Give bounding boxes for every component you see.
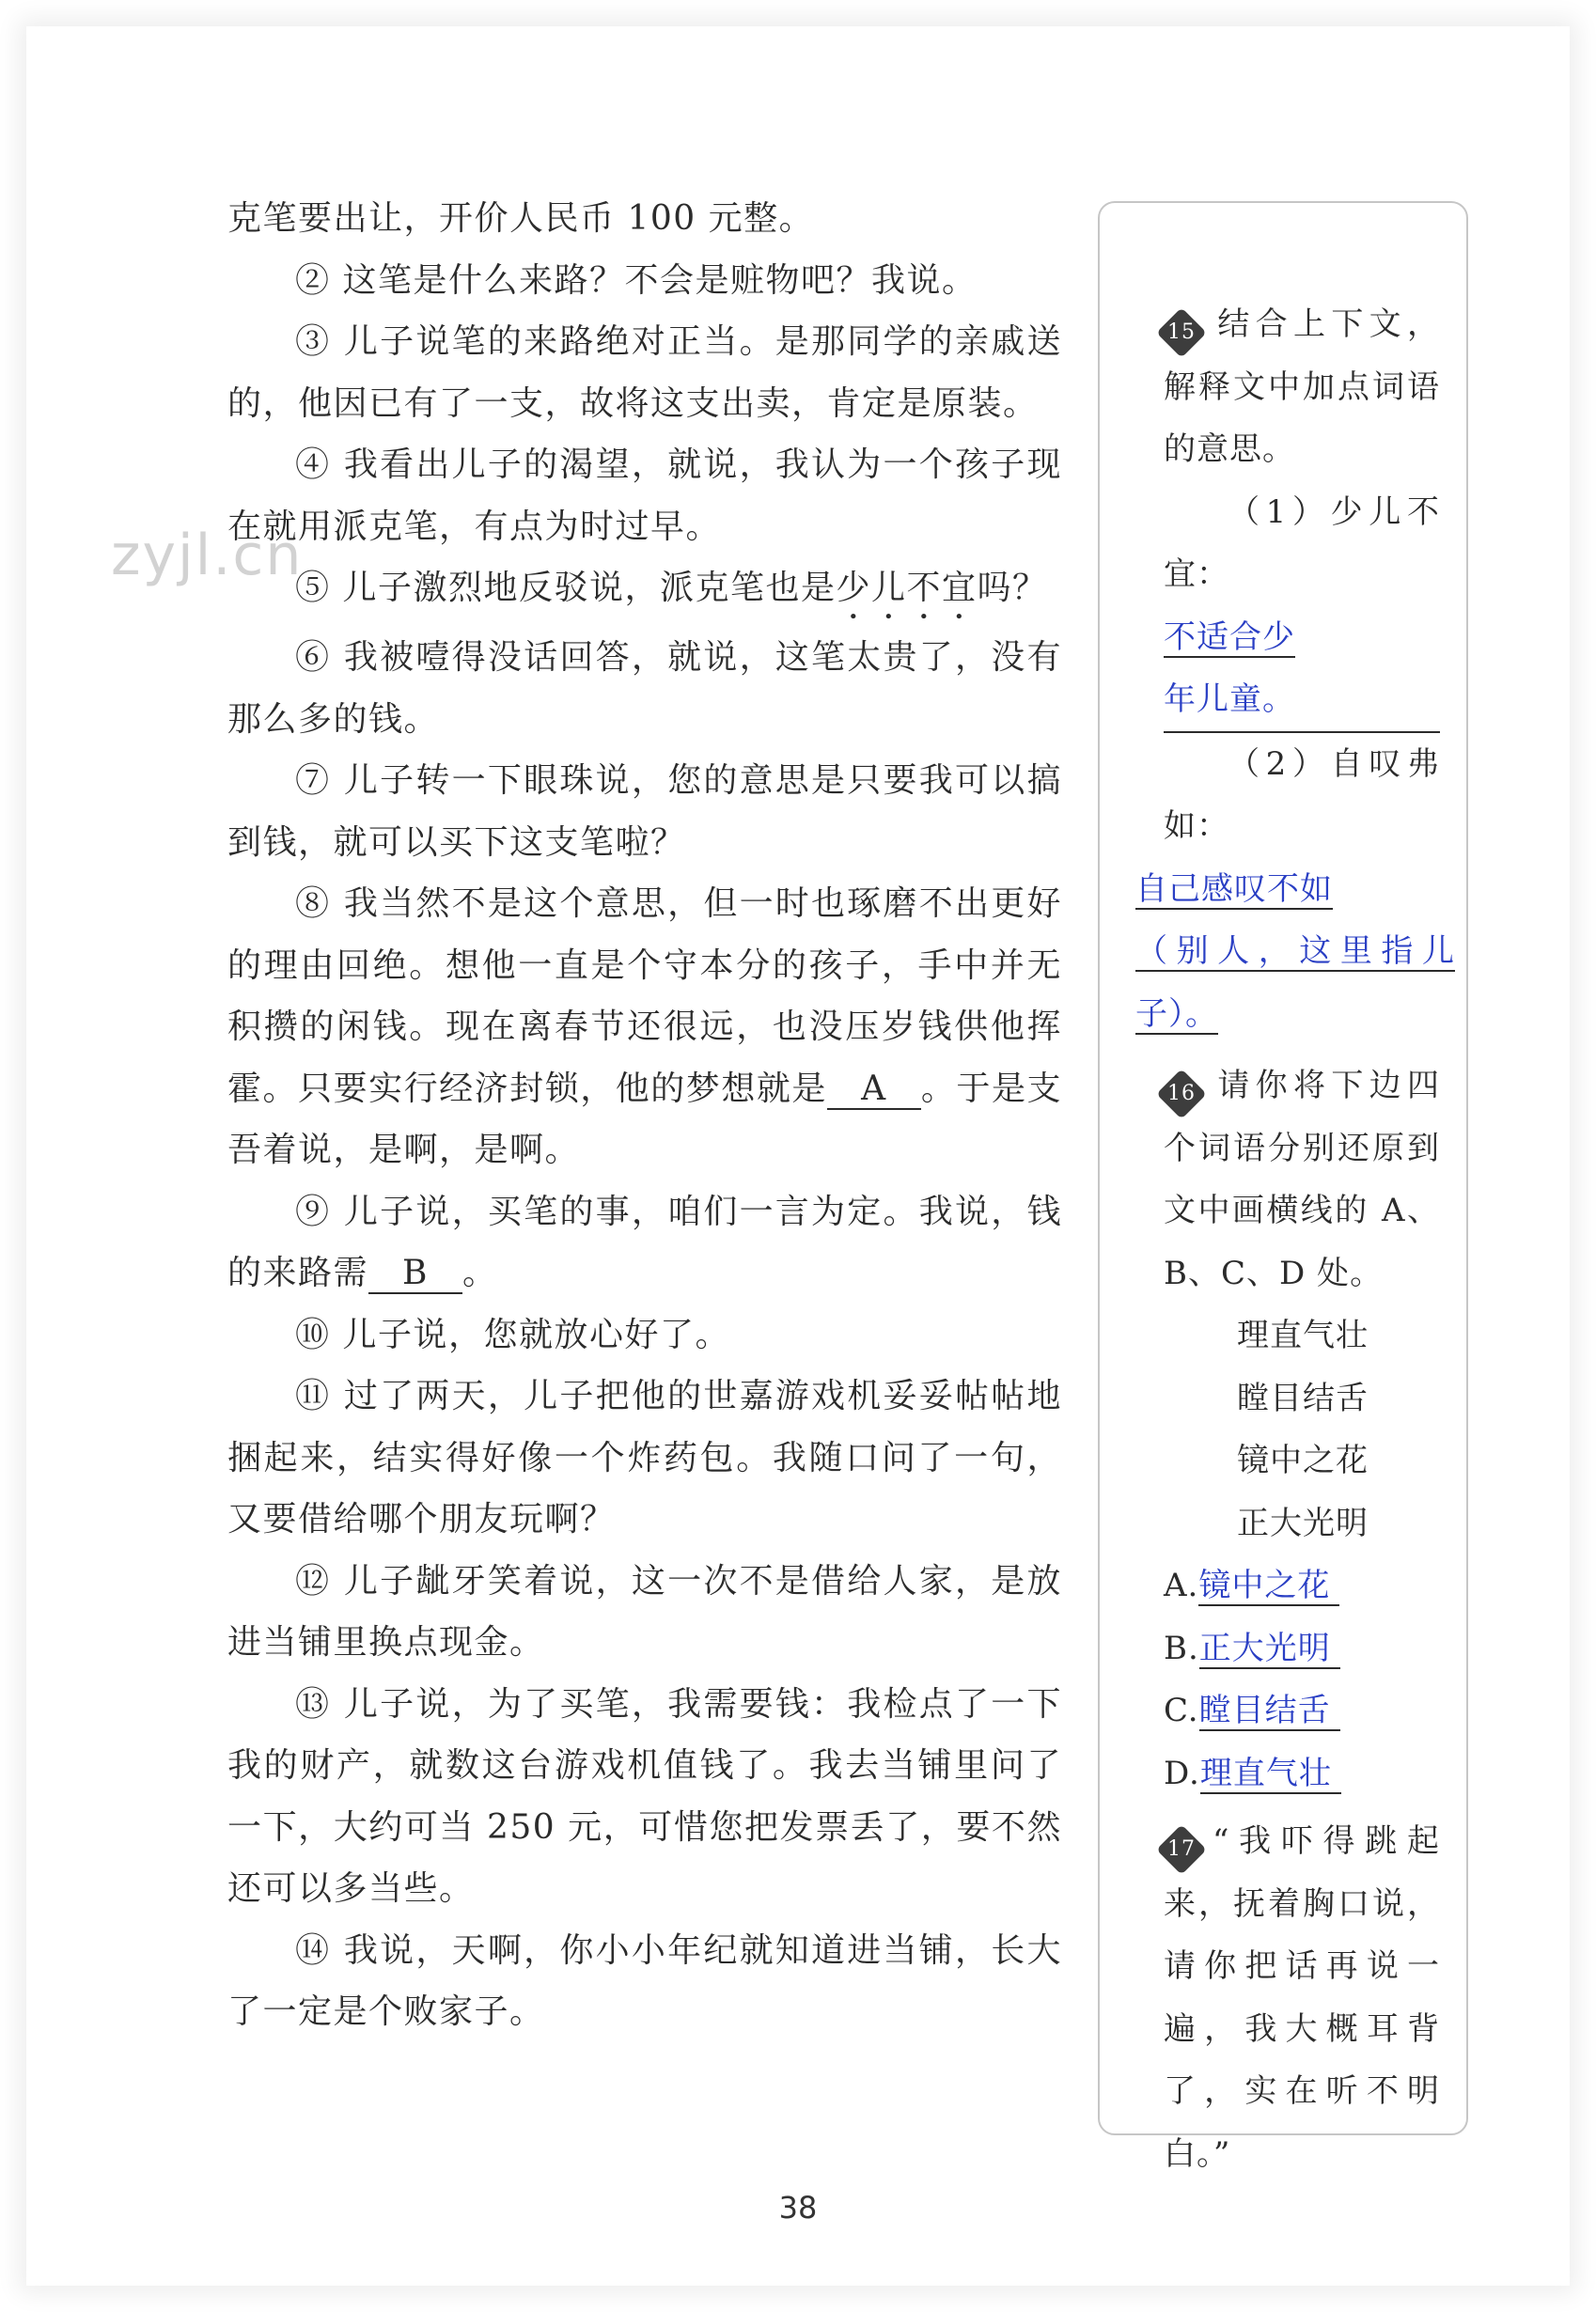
page-number: 38 [778, 2190, 818, 2226]
paragraph-5 [227, 557, 1062, 627]
option-c-label: C. [1164, 1692, 1199, 1729]
question-15-1-label: （1）少儿不宜： [1164, 492, 1440, 593]
option-a-label: A. [1164, 1567, 1199, 1604]
watermark: zyjl.cn [111, 523, 304, 588]
paragraph-5-after: 吗？ [977, 569, 1048, 607]
paragraph-9-end: 。 [462, 1254, 498, 1292]
paragraph-5-before: ⑤ 儿子激烈地反驳说，派克笔也是 [295, 569, 837, 607]
word-2: 瞠目结舌 [1237, 1379, 1369, 1417]
option-a [1164, 1554, 1440, 1617]
paragraph-8-text: ⑧ 我当然不是这个意思，但一时也琢磨不出更好的理由回绝。想他一直是个守本分的孩子，手中并无积攒的闲钱。现在离春节还很远，也没压岁钱供他挥霍。只要实行经济封锁，他的梦想就是 [227, 884, 1062, 1108]
option-d [1164, 1742, 1440, 1805]
question-15-2-answer [1135, 858, 1455, 1046]
question-16 [1164, 1054, 1440, 1304]
question-list [1135, 293, 1455, 2185]
option-b-answer: 正大光明 [1199, 1630, 1340, 1669]
blank-b: B [368, 1255, 462, 1294]
paragraph-2: ② 这笔是什么来路？不会是赃物吧？我说。 [295, 260, 978, 300]
option-c-answer: 瞠目结舌 [1199, 1692, 1340, 1731]
dotted-phrase: 少儿不宜 [836, 569, 978, 607]
paragraph-1-continued: 克笔要出让，开价人民币 100 元整。 [227, 199, 815, 238]
answer-15-1-line-b-wrap [1164, 668, 1440, 733]
answer-15-1-line-b: 年儿童。 [1164, 680, 1295, 718]
question-15-text: 结合上下文，解释文中加点词语的意思。 [1164, 305, 1440, 468]
paragraph-12: ⑫ 儿子龇牙笑着说，这一次不是借给人家，是放进当铺里换点现金。 [227, 1561, 1062, 1662]
question-17-text: “我吓得跳起来，抚着胸口说，请你把话再说一遍，我大概耳背了，实在听不明白。” [1164, 1822, 1440, 2173]
paragraph-3: ③ 儿子说笔的来路绝对正当。是那同学的亲戚送的，他因已有了一支，故将这支出卖，肯定是原装。 [227, 322, 1062, 423]
option-b [1164, 1617, 1440, 1680]
answer-15-2-line-b: （别人，这里指儿子）。 [1135, 932, 1455, 1033]
paragraph-8-end: 。于是支吾着说，是啊，是啊。 [227, 1069, 1062, 1169]
option-c [1164, 1679, 1440, 1742]
option-a-answer: 镜中之花 [1198, 1567, 1339, 1606]
question-number-badge: 17 [1156, 1824, 1207, 1875]
reading-passage [227, 188, 1062, 2043]
question-15 [1164, 293, 1440, 481]
question-17 [1164, 1810, 1440, 2185]
paragraph-11: ⑪ 过了两天，儿子把他的世嘉游戏机妥妥帖帖地捆起来，结实得好像一个炸药包。我随口问了一句，又要借给哪个朋友玩啊？ [227, 1377, 1062, 1539]
question-15-1-answer [1164, 606, 1440, 733]
paragraph-10: ⑩ 儿子说，您就放心好了。 [295, 1315, 730, 1354]
paragraph-7: ⑦ 儿子转一下眼珠说，您的意思是只要我可以搞到钱，就可以买下这支笔啦？ [227, 761, 1062, 862]
question-15-2-label: （2）自叹弗如： [1164, 744, 1440, 845]
question-sidebar [1098, 201, 1468, 2173]
paragraph-13: ⑬ 儿子说，为了买笔，我需要钱：我检点了一下我的财产，就数这台游戏机值钱了。我去当铺里问了一下，大约可当 250 元，可惜您把发票丢了，要不然还可以多当些。 [227, 1684, 1062, 1908]
blank-a: A [827, 1070, 921, 1110]
word-3: 镜中之花 [1237, 1442, 1369, 1479]
paragraph-4: ④ 我看出儿子的渴望，就说，我认为一个孩子现在就用派克笔，有点为时过早。 [227, 445, 1062, 546]
paragraph-8 [227, 873, 1062, 1181]
paragraph-6: ⑥ 我被噎得没话回答，就说，这笔太贵了，没有那么多的钱。 [227, 638, 1062, 739]
option-d-answer: 理直气壮 [1200, 1755, 1341, 1794]
answer-15-2-line-a: 自己感叹不如 [1135, 869, 1333, 908]
word-4: 正大光明 [1237, 1504, 1369, 1542]
option-d-label: D. [1164, 1754, 1200, 1792]
paragraph-9-text: ⑨ 儿子说，买笔的事，咱们一言为定。我说，钱的来路需 [227, 1192, 1062, 1292]
answer-15-1-line-a: 不适合少 [1164, 617, 1295, 656]
option-b-label: B. [1164, 1629, 1199, 1667]
question-number-badge: 16 [1156, 1069, 1207, 1119]
paragraph-9 [227, 1181, 1062, 1304]
question-number-badge: 15 [1156, 307, 1207, 358]
question-16-text: 请你将下边四个词语分别还原到文中画横线的 A、B、C、D 处。 [1164, 1067, 1440, 1292]
word-1: 理直气壮 [1237, 1317, 1369, 1354]
paragraph-14: ⑭ 我说，天啊，你小小年纪就知道进当铺，长大了一定是个败家子。 [227, 1930, 1062, 2031]
